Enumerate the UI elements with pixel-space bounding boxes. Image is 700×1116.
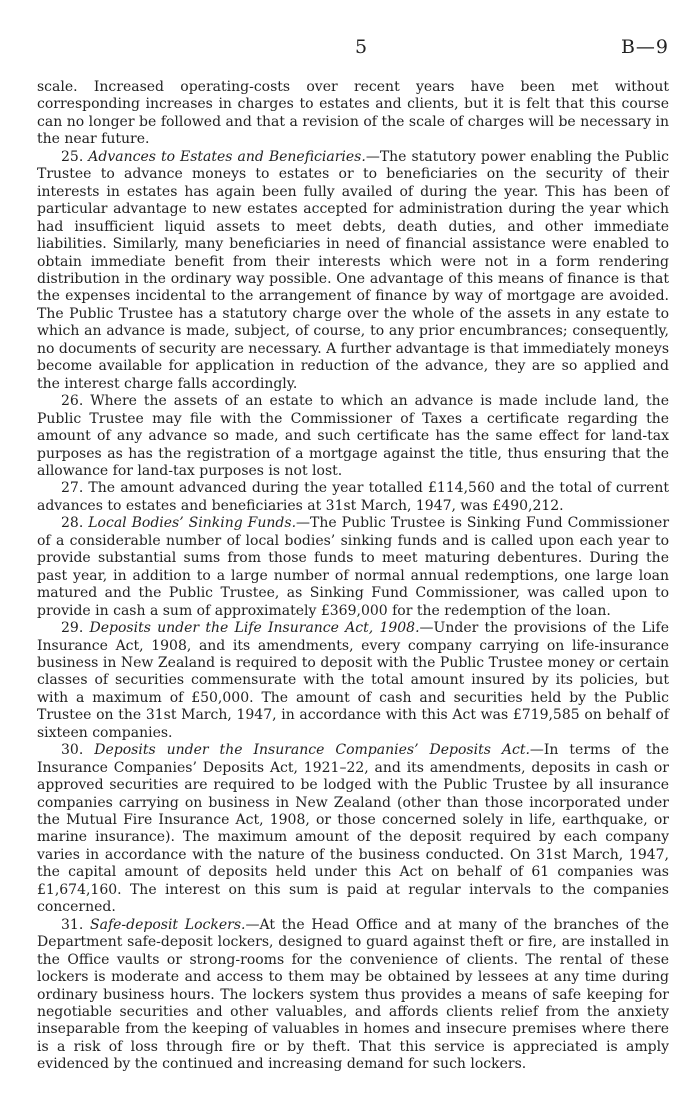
paragraph-31 <box>37 917 669 1074</box>
paragraph-number: 28. <box>61 515 84 532</box>
paragraph-heading: Deposits under the Life Insurance Act, 1908. <box>89 620 420 637</box>
paragraph-26 <box>37 393 669 480</box>
paragraph-heading: Local Bodies’ Sinking Funds. <box>88 515 297 532</box>
paragraph-text: Where the assets of an estate to which an advance is made include land, the Public Trustee may file with the Commissioner of Taxes a certificate regarding the amount of any advance so made, and such certificate has the same effect for land-tax purposes as has the registration of a mortgage against the title, thus ensuring that the allowance for land-tax purposes is not lost. <box>37 393 669 479</box>
paragraph-heading: Advances to Estates and Beneficiaries. <box>88 148 366 165</box>
paragraph-number: 26. <box>61 393 84 410</box>
paragraph-text: —In terms of the Insurance Companies’ Deposits Act, 1921–22, and its amendments, deposits in cash or approved securities are required to be lodged with the Public Trustee by all insurance companies carrying on business in New Zealand (other than those incorporated under the Mutual Fire Insurance Act, 1908, or those concerned solely in life, earthquake, or marine insurance). The maximum amount of the deposit required by each company varies in accordance with the nature of the business conducted. On 31st March, 1947, the capital amount of deposits held under this Act on behalf of 61 companies was £1,674,160. The interest on this sum is paid at regular intervals to the companies concerned. <box>37 742 669 916</box>
paragraph-text: The amount advanced during the year totalled £114,560 and the total of current advances to estates and beneficiaries at 31st March, 1947, was £490,212. <box>37 480 670 514</box>
paragraph-text: —The statutory power enabling the Public Trustee to advance moneys to estates or to beneficiaries on the security of their interests in estates has again been fully availed of during the year. This has been of particular advantage to new estates accepted for administration during the year which had insufficient liquid assets to meet debts, death duties, and other immediate liabilities. Similarly, many beneficiaries in need of financial assistance were enabled to obtain immediate benefit from their interests which were not in a form rendering distribution in the ordinary way possible. One advantage of this means of finance is that the expenses incidental to the arrangement of finance by way of mortgage are avoided. The Public Trustee has a statutory charge over the whole of the assets in any estate to which an advance is made, subject, of course, to any prior encumbrances; consequently, no documents of security are necessary. A further advantage is that immediately moneys become available for application in reduction of the advance, they are so applied and the interest charge falls accordingly. <box>37 148 669 392</box>
paragraph-number: 27. <box>61 480 84 497</box>
paragraph-heading: Deposits under the Insurance Companies’ Deposits Act. <box>94 742 530 759</box>
page-number: 5 <box>355 36 368 58</box>
paragraph-number: 25. <box>61 148 84 165</box>
paragraph-text: —The Public Trustee is Sinking Fund Commissioner of a considerable number of local bodies’ sinking funds and is called upon each year to provide substantial sums from those funds to meet maturing debentures. During the past year, in addition to a large number of normal annual redemptions, one large loan matured and the Public Trustee, as Sinking Fund Commissioner, was called upon to provide in cash a sum of approximately £369,000 for the redemption of the loan. <box>37 515 670 619</box>
paragraph-number: 30. <box>61 742 84 759</box>
paragraph-30 <box>37 742 669 917</box>
paragraph-text: —Under the provisions of the Life Insurance Act, 1908, and its amendments, every company carrying on life-insurance business in New Zealand is required to deposit with the Public Trustee money or certain classes of securities commensurate with the total amount insured by its policies, but with a maximum of £50,000. The amount of cash and securities held by the Public Trustee on the 31st March, 1947, in accordance with this Act was £719,585 on behalf of sixteen companies. <box>37 620 669 741</box>
paragraph-number: 31. <box>61 916 84 933</box>
body-text <box>37 79 669 1074</box>
paragraph-number: 29. <box>61 620 84 637</box>
paragraph-28 <box>37 515 669 620</box>
document-code: B—9 <box>620 36 669 58</box>
paragraph-text: scale. Increased operating-costs over recent years have been met without corresponding increases in charges to estates and clients, but it is felt that this course can no longer be followed and that a revision of the scale of charges will be necessary in the near future. <box>37 79 669 148</box>
paragraph-29 <box>37 620 669 742</box>
paragraph-27 <box>37 480 669 515</box>
paragraph-25 <box>37 149 669 393</box>
paragraph-heading: Safe-deposit Lockers. <box>90 916 246 933</box>
paragraph-text: —At the Head Office and at many of the branches of the Department safe-deposit lockers, designed to guard against theft or fire, are installed in the Office vaults or strong-rooms for the convenience of clients. The rental of these lockers is moderate and access to them may be obtained by lessees at any time during ordinary business hours. The lockers system thus provides a means of safe keeping for negotiable securities and other valuables, and affords clients relief from the anxiety inseparable from the keeping of valuables in homes and insecure premises where there is a risk of loss through fire or by theft. That this service is appreciated is amply evidenced by the continued and increasing demand for such lockers. <box>37 916 669 1073</box>
paragraph-continuation <box>37 79 669 149</box>
document-page <box>37 32 669 1074</box>
page-header <box>37 32 669 62</box>
